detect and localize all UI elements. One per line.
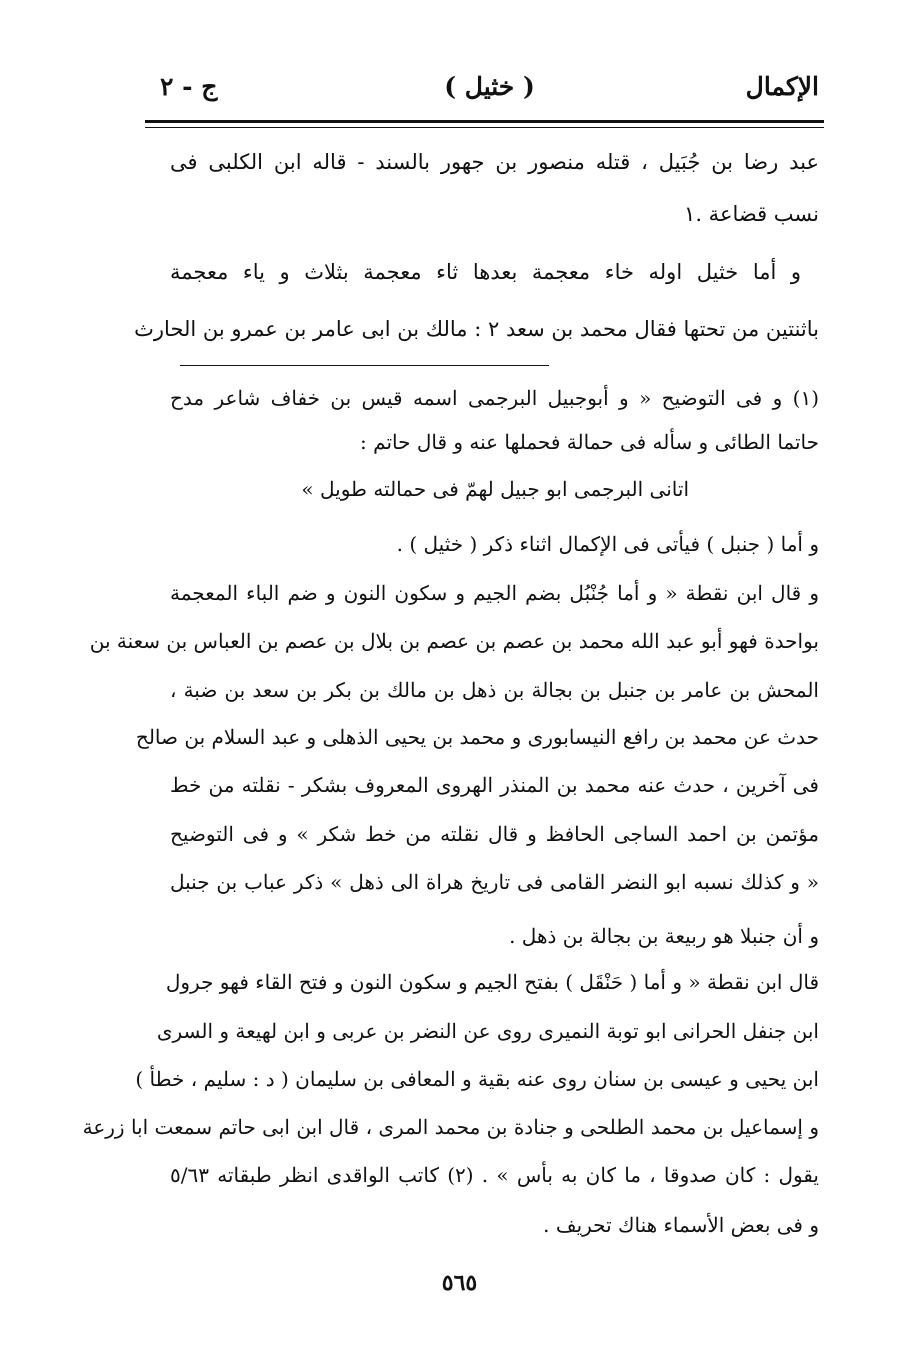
footnote-line: حدث عن محمد بن رافع النيسابورى و محمد بن يحيى الذهلى و عبد السلام بن صالح [135,725,819,749]
footnote-line: بواحدة فهو أبو عبد الله محمد بن عصم بن عصم بن بلال بن عصم بن العباس بن سعنة بن [89,629,819,653]
footnote-line: حاتما الطائى و سأله فى حمالة فحملها عنه و قال حاتم : [360,430,819,454]
footnote-line: و قال ابن نقطة « و أما جُنْبُل بضم الجيم و سكون النون و ضم الباء المعجمة [170,581,819,605]
footnote-line: قال ابن نقطة « و أما ( حَنْقَل ) بفتح الجيم و سكون النون و فتح القاء فهو جرول [165,970,819,994]
header-rule [145,120,824,123]
footnote-line: و فى بعض الأسماء هناك تحريف . [543,1213,819,1237]
footnote-line: ابن يحيى و عيسى بن سنان روى عنه بقية و المعافى بن سليمان ( د : سليم ، خطأ ) [135,1067,819,1091]
body-line: و أما خثيل اوله خاء معجمة بعدها ثاء معجمة بثلاث و ياء معجمة [170,260,801,284]
volume-label: ج - ٢ [160,72,218,101]
body-line: نسب قضاعة .١ [684,202,819,226]
footnote-rule [180,365,549,366]
footnote-line: « و كذلك نسبه ابو النضر القامى فى تاريخ هراة الى ذهل » ذكر عباب بن جنبل [170,870,819,894]
footnote-line: ابن جنفل الحرانى ابو توبة النميرى روى عن النضر بن عربى و ابن لهيعة و السرى [156,1019,819,1043]
footnote-line: فى آخرين ، حدث عنه محمد بن المنذر الهروى المعروف بشكر - نقلته من خط [170,773,819,797]
footnote-line: و أن جنبلا هو ربيعة بن بجالة بن ذهل . [509,924,819,948]
footnote-line: يقول : كان صدوقا ، ما كان به بأس » . (٢) كاتب الواقدى انظر طبقاته ٥/٦٣ [170,1163,819,1187]
footnote-line: و أما ( جنبل ) فيأتى فى الإكمال اثناء ذكر ( خثيل ) . [396,532,819,556]
entry-heading: ( خثيل ) [444,72,535,101]
header-rule-thin [145,127,824,128]
footnote-line: (١) و فى التوضيح « و أبوجبيل البرجمى اسمه قيس بن خفاف شاعر مدح [170,386,819,410]
page-number: ٥٦٥ [441,1270,478,1296]
body-line: عبد رضا بن جُبَيل ، قتله منصور بن جهور بالسند - قاله ابن الكلبى فى [170,150,819,174]
running-header [160,72,819,116]
footnote-verse: اتانى البرجمى ابو جبيل لهمّ فى حمالته طويل » [301,477,689,501]
footnote-line: و إسماعيل بن محمد الطلحى و جنادة بن محمد المرى ، قال ابن ابى حاتم سمعت ابا زرعة [82,1115,819,1139]
footnote-line: مؤتمن بن احمد الساجى الحافظ و قال نقلته من خط شكر » و فى التوضيح [170,822,819,846]
footnote-line: المحش بن عامر بن جنبل بن بجالة بن ذهل بن مالك بن بكر بن سعد بن ضبة ، [170,678,819,702]
body-line: باثنتين من تحتها فقال محمد بن سعد ٢ : مالك بن ابى عامر بن عمرو بن الحارث [134,317,819,341]
book-title: الإكمال [745,72,819,101]
